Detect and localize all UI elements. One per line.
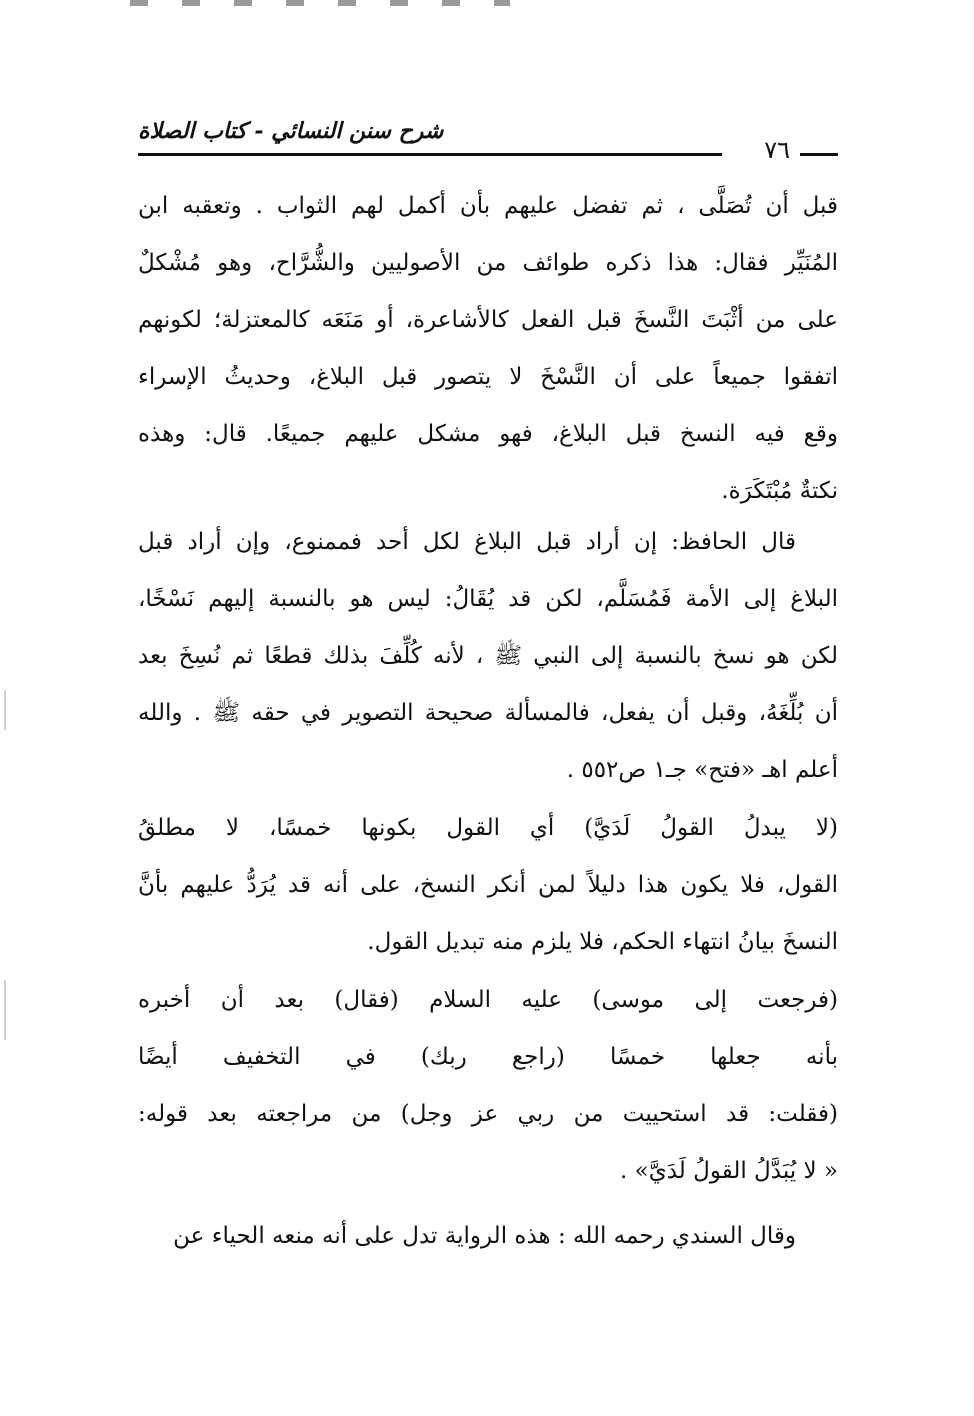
text-line: قبل أن تُصَلَّى ، ثم تفضل عليهم بأن أكمل لهم الثواب . وتعقبه ابن [138,193,838,219]
text-line: المُنَيِّر فقال: هذا ذكره طوائف من الأصوليين والشُّرَّاح، وهو مُشْكلٌ [138,250,838,276]
text-line: على من أثْبَتَ النَّسخَ قبل الفعل كالأشاعرة، أو مَنَعَه كالمعتزلة؛ لكونهم [138,307,838,333]
text-line: (لا يبدلُ القولُ لَدَيَّ) أي القول بكونها خمسًا، لا مطلقُ [138,815,838,841]
text-line: لكن هو نسخ بالنسبة إلى النبي ﷺ ، لأنه كُلِّفَ بذلك قطعًا ثم نُسِخَ بعد [138,643,838,669]
left-edge-mark [4,980,6,1040]
top-edge-dashes [130,0,510,6]
paragraph [138,178,838,520]
book-title: شرح سنن النسائي - كتاب الصلاة [138,118,444,144]
text-line: بأنه جعلها خمسًا (راجع ربك) في التخفيف أيضًا [138,1044,838,1070]
text-line: (فرجعت إلى موسى) عليه السلام (فقال) بعد أن أخبره [138,987,838,1013]
running-header [138,118,838,164]
paragraph [138,1208,838,1265]
text-line: اتفقوا جميعاً على أن النَّسْخَ لا يتصور قبل البلاغ، وحديثُ الإسراء [138,364,838,390]
text-line: وقع فيه النسخ قبل البلاغ، فهو مشكل عليهم جميعًا. قال: وهذه [138,421,838,447]
text-line: القول، فلا يكون هذا دليلاً لمن أنكر النسخ، على أنه قد يُرَدُّ عليهم بأنَّ [138,872,838,898]
paragraph [138,514,838,799]
text-line: « لا يُبَدَّلُ القولُ لَدَيَّ» . [620,1158,838,1184]
text-line: وقال السندي رحمه الله : هذه الرواية تدل على أنه منعه الحياء عن [173,1223,796,1249]
header-rule [138,153,722,156]
text-line: أعلم اهـ «فتح» جـ١ ص٥٥٢ . [566,757,838,783]
text-line: البلاغ إلى الأمة فَمُسَلَّم، لكن قد يُقَالُ: ليس هو بالنسبة إليهم نَسْخًا، [138,586,838,612]
paragraph [138,972,838,1200]
left-edge-mark [4,690,6,730]
text-line: قال الحافظ: إن أراد قبل البلاغ لكل أحد فممنوع، وإن أراد قبل [138,529,796,555]
text-line: النسخَ بيانُ انتهاء الحكم، فلا يلزم منه تبديل القول. [367,929,838,955]
text-line: (فقلت: قد استحييت من ربي عز وجل) من مراجعته بعد قوله: [138,1101,838,1127]
text-line: أن بُلِّغَهُ، وقبل أن يفعل، فالمسألة صحيحة التصوير في حقه ﷺ . والله [138,700,838,726]
page-number: ٧٦ [764,136,790,164]
header-rule-short [800,153,838,156]
paragraph [138,800,838,971]
text-line: نكتةٌ مُبْتَكَرَة. [721,478,838,504]
